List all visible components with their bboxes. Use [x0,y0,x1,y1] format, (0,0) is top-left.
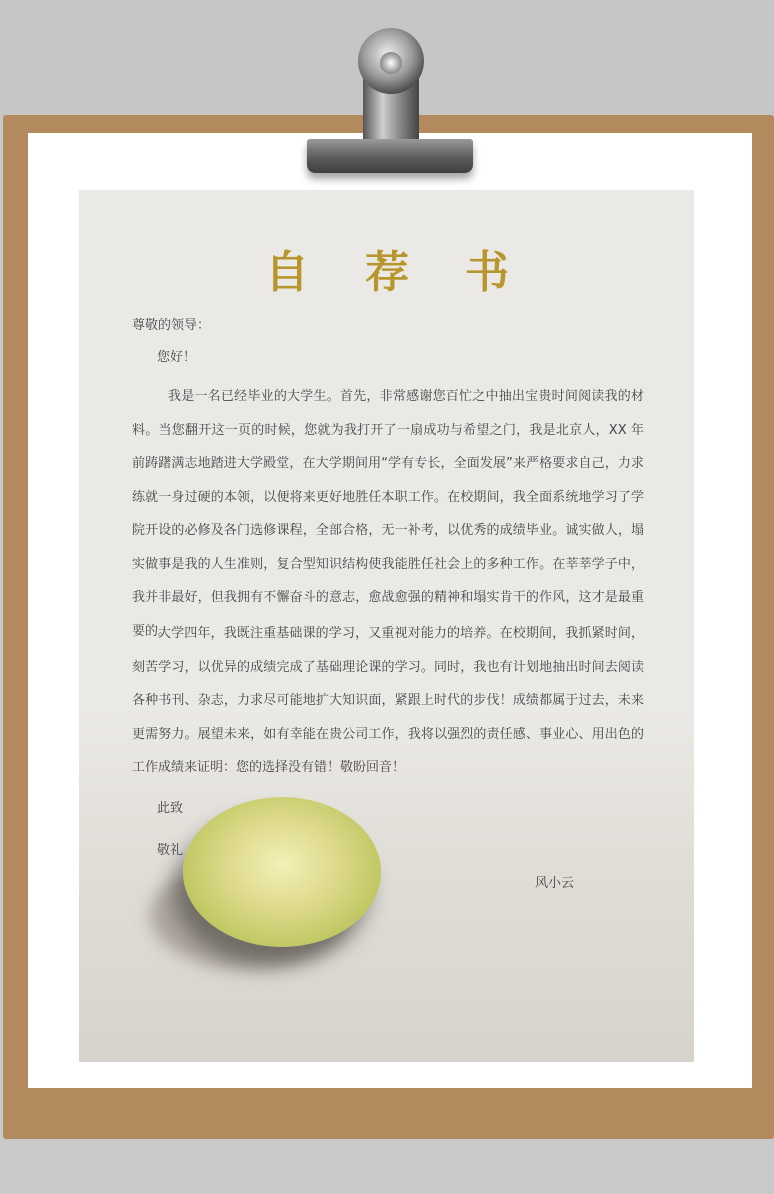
salutation: 尊敬的领导： [132,318,211,333]
letter-title: 自荐书 [265,247,565,298]
lime-slice-icon [183,797,381,947]
signature: 风小云 [535,876,575,891]
greeting: 您好！ [157,350,197,365]
paragraph-2: 大学四年，我既注重基础课的学习，又重视对能力的培养。在校期间，我抓紧时间，刻苦学习，以优异的成绩完成了基础理论课的学习。同时，我也有计划地抽出时间去阅读各种书刊、杂志，力求尽可能地扩大知识面，紧跟上时代的步伐！成绩都属于过去，未来更需努力。展望未来，如有幸能在贵公司工作，我将以强烈的责任感、事业心、用出色的工作成绩来证明：您的选择没有错！敬盼回音！ [132,626,644,775]
paragraph-1: 我是一名已经毕业的大学生。首先，非常感谢您百忙之中抽出宝贵时间阅读我的材料。当您翻开这一页的时候，您就为我打开了一扇成功与希望之门，我是北京人，XX 年前踌躇满志地踏进大学殿堂，在大学期间用“学有专长，全面发展”来严格要求自己，力求练就一身过硬的本领，以便将来更好地胜任本职工作。在校期间，我全面系统地学习了学院开设的必修及各门选修课程，全部合格，无一补考，以优秀的成绩毕业。诚实做人，塌实做事是我的人生准则，复合型知识结构使我能胜任社会上的多种工作。在莘莘学子中，我并非最好，但我拥有不懈奋斗的意志，愈战愈强的精神和塌实肯干的作风，这才是最重要的。 [132,389,644,639]
closing-line-2: 敬礼 [157,843,184,858]
closing-line-1: 此致 [157,801,184,816]
